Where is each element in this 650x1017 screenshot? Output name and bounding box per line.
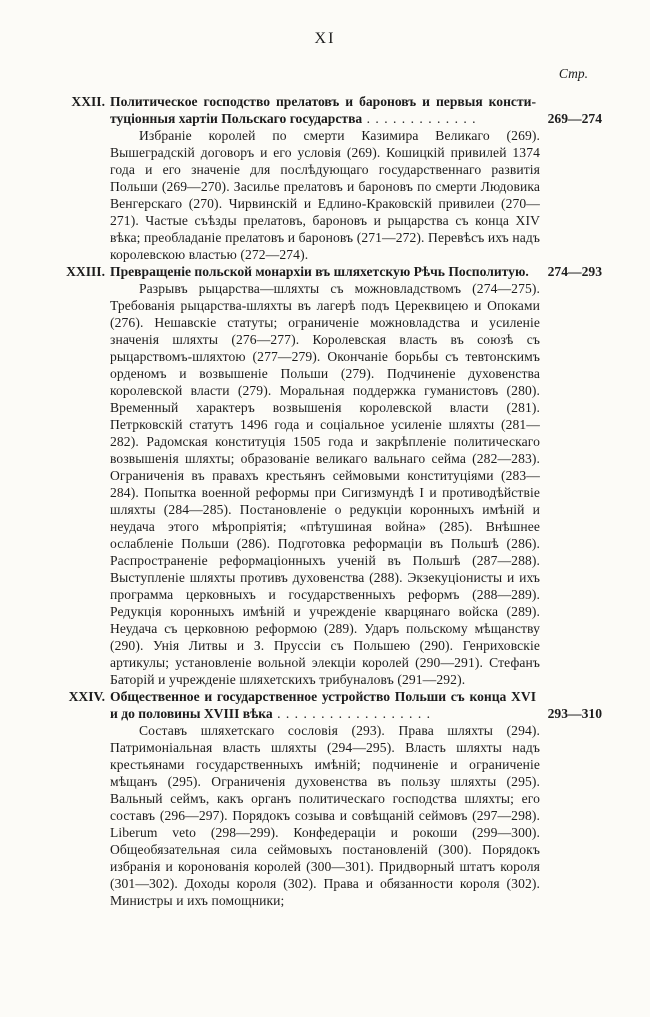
page-column-header: Стр.	[558, 66, 588, 81]
entry-heading	[110, 93, 602, 127]
entry-summary: Избраніе королей по смерти Казимира Великаго (269). Вышеградскій договоръ и его условія (269). Кошицкій привилей 1374 года и его значеніе для послѣдующаго государственнаго развитія Польши (269—270). Засилье прелатовъ и бароновъ по смерти Людовика Венгерскаго (270). Чирвинскій и Едлино-Краковскій привилеи (270—271). Частые съѣзды прелатовъ, бароновъ и рыцарства съ конца XIV вѣка; преобладаніе прелатовъ и бароновъ (271—272). Перевѣсъ ихъ надъ королевскою властью (272—274).	[110, 128, 540, 262]
leader-dots: . . . . . . . . . . . . . . . . . .	[272, 706, 432, 721]
toc-entry	[57, 93, 602, 263]
entry-page-range: 274—293	[547, 264, 602, 279]
entry-page-range: 293—310	[547, 706, 602, 721]
entry-heading	[110, 688, 602, 722]
entry-summary: Составъ шляхетскаго сословія (293). Права шляхты (294). Патримоніальная власть шляхты (294—295). Власть шляхты надъ крестьянами государственныхъ имѣній; подчиненіе и ограниченіе мѣщанъ (295). Ограниченія духовенства въ пользу шляхты (295). Вальный сеймъ, какъ органъ политическаго господства шляхты; его составъ (296—297). Порядокъ созыва и совѣщаній сеймовъ (297—298). Liberum veto (298—299). Конфедераціи и рокоши (299—300). Общеобязательная сила сеймовыхъ постановленій (300). Порядокъ избранія и коронованія королей (300—301). Придворный штатъ короля (301—302). Доходы короля (302). Права и обязанности короля (302). Министры и ихъ помощники;	[110, 723, 540, 908]
toc-entry	[57, 263, 602, 688]
entry-heading-text: Политическое господство прелатовъ и бароновъ и первыя конституціонныя хартіи Польскаго государства	[110, 94, 536, 126]
entry-heading-text: Общественное и государственное устройство Польши съ конца XVI и до половины XVIII вѣка	[110, 689, 536, 721]
table-of-contents	[57, 93, 602, 909]
entry-summary: Разрывъ рыцарства—шляхты съ можновладствомъ (274—275). Требованія рыцарства-шляхты въ лагерѣ подъ Цереквицею и Опоками (276). Нешавскіе статуты; ограниченіе можновладства и усиленіе значенія шляхты (276—277). Королевская власть въ союзѣ съ рыцарствомъ-шляхтою (277—279). Окончаніе борьбы съ тевтонскимъ орденомъ и возвышеніе Польши (279). Подчиненіе духовенства королевской власти (279). Моральная поддержка гуманистовъ (280). Временный характеръ возвышенія королевской власти (281). Петрковскій статутъ 1496 года и соціальное усиленіе шляхты (281—282). Радомская конституція 1505 года и закрѣпленіе политическаго возвышенія шляхты; образованіе великаго вальнаго сейма (282—283). Ограниченія въ правахъ крестьянъ сеймовыми конституціями (283—284). Попытка военной реформы при Сигизмундѣ I и противодѣйствіе шляхты (284—285). Постановленіе о редукціи коронныхъ имѣній и неудача этого мѣропріятія; «пѣтушиная война» (285). Внѣшнее ослабленіе Польши (286). Подготовка реформаціи въ Польшѣ (286). Распространеніе реформаціонныхъ ученій въ Польшѣ (287—288). Выступленіе шляхты противъ духовенства (288). Экзекуціонисты и ихъ программа церковныхъ и государственныхъ реформъ (288—289). Редукція коронныхъ имѣній и учрежденіе кварцянаго войска (289). Неудача съ церковною реформою (289). Ударъ польскому мѣщанству (290). Унія Литвы и З. Пруссіи съ Польшею (290). Генриховскіе артикулы; установленіе вольной элекціи королей (290—291). Стефанъ Баторій и учрежденіе шляхетскихъ трибуналовъ (291—292).	[110, 281, 540, 687]
entry-heading-text: Превращеніе польской монархіи въ шляхетскую Рѣчь Посполитую.	[110, 264, 529, 279]
entry-numeral: XXIII.	[66, 264, 105, 279]
entry-numeral: XXII.	[71, 94, 105, 109]
page-folio-number: XI	[314, 30, 336, 47]
entry-page-range: 269—274	[547, 111, 602, 126]
leader-dots: . . . . . . . . . . . . .	[362, 111, 477, 126]
entry-heading	[110, 263, 602, 280]
toc-entry	[57, 688, 602, 909]
entry-numeral: XXIV.	[68, 689, 105, 704]
